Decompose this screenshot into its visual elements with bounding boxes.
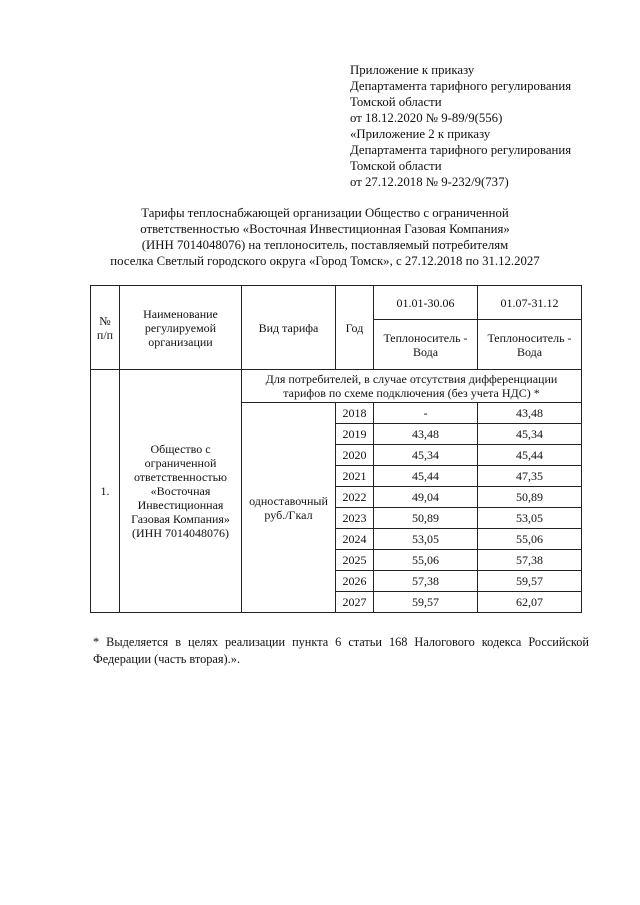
title-line: ответственностью «Восточная Инвестиционная Газовая Компания» bbox=[140, 222, 510, 236]
header-year: Год bbox=[336, 286, 374, 370]
year-cell: 2026 bbox=[336, 571, 374, 592]
footnote: * Выделяется в целях реализации пункта 6 статьи 168 Налогового кодекса Российской Федерации (часть вторая).». bbox=[93, 635, 589, 666]
title-line: (ИНН 7014048076) на теплоноситель, поставляемый потребителям bbox=[141, 238, 509, 252]
tariff-period-2-cell: 57,38 bbox=[478, 550, 582, 571]
tariff-kind: одноставочный руб./Гкал bbox=[242, 403, 336, 613]
header-line: от 18.12.2020 № 9-89/9(556) bbox=[350, 111, 503, 125]
tariff-period-2-cell: 59,57 bbox=[478, 571, 582, 592]
document-title bbox=[60, 205, 590, 269]
tariff-period-2-cell: 45,44 bbox=[478, 445, 582, 466]
tariff-period-2-cell: 47,35 bbox=[478, 466, 582, 487]
year-cell: 2019 bbox=[336, 424, 374, 445]
header-line: от 27.12.2018 № 9-232/9(737) bbox=[350, 175, 509, 189]
year-cell: 2027 bbox=[336, 592, 374, 613]
header-line: Томской области bbox=[350, 159, 442, 173]
consumers-note: Для потребителей, в случае отсутствия дифференциации тарифов по схеме подключения (без учета НДС) * bbox=[242, 370, 582, 403]
tariff-period-2-cell: 55,06 bbox=[478, 529, 582, 550]
tariff-period-2-cell: 43,48 bbox=[478, 403, 582, 424]
year-cell: 2025 bbox=[336, 550, 374, 571]
tariff-period-1-cell: 50,89 bbox=[374, 508, 478, 529]
tariff-period-1-cell: - bbox=[374, 403, 478, 424]
header-product-1: Теплоноситель - Вода bbox=[374, 320, 478, 370]
tariff-period-2-cell: 53,05 bbox=[478, 508, 582, 529]
tariff-period-1-cell: 43,48 bbox=[374, 424, 478, 445]
header-product-2: Теплоноситель - Вода bbox=[478, 320, 582, 370]
year-cell: 2020 bbox=[336, 445, 374, 466]
tariff-period-1-cell: 45,44 bbox=[374, 466, 478, 487]
header-kind: Вид тарифа bbox=[242, 286, 336, 370]
header-row bbox=[91, 286, 582, 320]
tariff-period-2-cell: 45,34 bbox=[478, 424, 582, 445]
approval-header bbox=[350, 62, 630, 190]
header-line: Приложение к приказу bbox=[350, 63, 475, 77]
tariff-period-1-cell: 55,06 bbox=[374, 550, 478, 571]
header-num: № п/п bbox=[91, 286, 120, 370]
header-org: Наименование регулируемой организации bbox=[120, 286, 242, 370]
tariff-period-2-cell: 50,89 bbox=[478, 487, 582, 508]
tariff-period-1-cell: 57,38 bbox=[374, 571, 478, 592]
tariff-period-1-cell: 49,04 bbox=[374, 487, 478, 508]
title-line: поселка Светлый городского округа «Город Томск», с 27.12.2018 по 31.12.2027 bbox=[110, 254, 540, 268]
row-number: 1. bbox=[91, 370, 120, 613]
header-period-2: 01.07-31.12 bbox=[478, 286, 582, 320]
tariff-period-1-cell: 53,05 bbox=[374, 529, 478, 550]
year-cell: 2018 bbox=[336, 403, 374, 424]
tariff-period-1-cell: 45,34 bbox=[374, 445, 478, 466]
year-cell: 2023 bbox=[336, 508, 374, 529]
header-line: Департамента тарифного регулирования bbox=[350, 143, 572, 157]
header-line: Департамента тарифного регулирования bbox=[350, 79, 572, 93]
tariff-table bbox=[90, 285, 582, 613]
title-line: Тарифы теплоснабжающей организации Общество с ограниченной bbox=[141, 206, 509, 220]
year-cell: 2024 bbox=[336, 529, 374, 550]
year-cell: 2021 bbox=[336, 466, 374, 487]
consumers-row bbox=[91, 370, 582, 403]
year-cell: 2022 bbox=[336, 487, 374, 508]
organization-name: Общество с ограниченной ответственностью «Восточная Инвестиционная Газовая Компания» (ИНН 7014048076) bbox=[120, 370, 242, 613]
tariff-period-2-cell: 62,07 bbox=[478, 592, 582, 613]
header-line: «Приложение 2 к приказу bbox=[350, 127, 491, 141]
header-period-1: 01.01-30.06 bbox=[374, 286, 478, 320]
header-line: Томской области bbox=[350, 95, 442, 109]
tariff-period-1-cell: 59,57 bbox=[374, 592, 478, 613]
